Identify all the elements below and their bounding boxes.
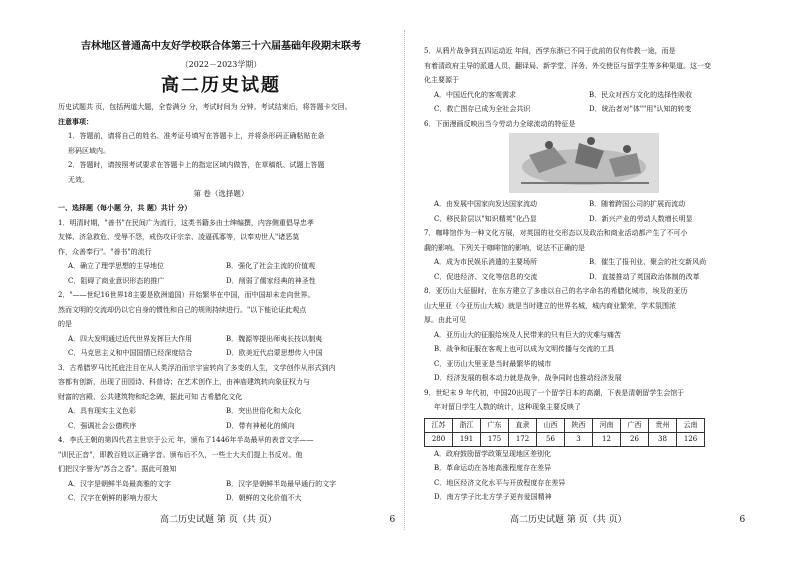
table-cell: 280	[425, 432, 453, 446]
table-cell: 126	[677, 432, 705, 446]
q7-option-c: C．促进经济、文化等信息的交流	[434, 272, 538, 281]
notice-2-cont: 无效。	[68, 175, 89, 184]
notice-1-cont: 形码区域内。	[68, 146, 110, 155]
q6-option-a: A．由发展中国家向发达国家流动	[434, 200, 538, 208]
question-1: 1．明清时期，"善书"在民间广为流行，这类书籍多由士绅编撰，内容侧重倡导忠孝	[58, 218, 314, 227]
q1-options-row	[58, 274, 384, 289]
q3-option-a: A．具有现实主义色彩	[68, 407, 137, 415]
table-cell: 云南	[677, 418, 705, 432]
exam-title: 高二历史试题	[161, 75, 281, 96]
left-footer	[160, 512, 395, 525]
q5-option-b: B．民众对西方文化的选择性吸收	[589, 90, 693, 99]
q1-option-d: D．削弱了儒家经典的神圣性	[226, 276, 316, 285]
table-cell: 12	[593, 432, 621, 446]
labor-migration-cartoon-image	[509, 133, 659, 193]
table-cell: 河南	[593, 418, 621, 432]
table-cell: 广西	[621, 418, 649, 432]
q6-option-c: C．移民阶层以"知识精英"化凸显	[434, 214, 537, 223]
table-cell: 172	[509, 432, 537, 446]
question-8-text: 厚。由此可见	[424, 316, 466, 324]
q2-option-c: C．马克思主义和中国国情已经深度结合	[68, 349, 193, 357]
notice-1: 1．答题前，请将自己的姓名、准考证号填写在答题卡上，并将条形码正确粘贴在条	[68, 132, 325, 140]
column-divider	[404, 30, 405, 530]
q5-options-row	[424, 102, 744, 117]
q6-option-d: D．新兴产业的劳动人数增长明显	[589, 214, 693, 223]
question-7: 7．咖啡馆作为一种文化方展，对英国的社交形态以及政治和商业活动都产生了不可小	[424, 229, 688, 237]
question-heading: 一、选择题（每小题 分，共 题）共计 分）	[58, 203, 192, 212]
q2-options-row	[58, 346, 384, 361]
question-4: 4．李氏王朝的第四代君主世宗于公元 年，颁布了1446年半岛最早的表音文字——	[58, 436, 314, 444]
q1-option-a: A．确立了理学思想的主导地位	[68, 262, 165, 270]
q9-option-c: C．地区经济文化水平与开放程度存在差异	[434, 478, 566, 487]
table-cell: 3	[565, 432, 593, 446]
q7-options-row	[424, 270, 744, 285]
q4-options-row	[58, 477, 384, 492]
q4-options-row	[58, 491, 384, 506]
table-cell: 直隶	[509, 418, 537, 432]
right-column	[424, 44, 744, 505]
table-cell: 175	[481, 432, 509, 446]
question-9-text: 年对留日学生人数的统计，这种现象主要反映了	[434, 403, 581, 411]
question-4-text: 们把汉字誉为"苏合之香"。据此可推知	[58, 465, 177, 473]
question-2: 2．"——世纪16世界18主要是欧洲道国）开始繁华在中国，而中国却未走向世界。	[58, 291, 315, 299]
notice-heading: 注意事项：	[58, 116, 93, 126]
q5-options-row	[424, 88, 744, 103]
question-3: 3．古希腊罗马比托庇注目在从人类浮泊而宗宇宙转向了多变的人生，文学创作从形式到内	[58, 363, 336, 372]
q2-option-a: A．四大发明通过近代世界发挥巨大作用	[68, 334, 193, 343]
q5-option-a: A．中国近代化的客观需求	[434, 90, 517, 99]
question-9: 9．世纪末 9 年代初，中国20出现了一个留学日本的高潮，下表是清朝留学生会馆于	[424, 388, 685, 397]
question-5-text: 有着清政府主导的派遣人员、翻译局、新学堂、洋务、外交使臣与留学生等多种渠道。这一变	[424, 61, 711, 70]
question-6: 6．下面漫画反映出当今劳动力全球流动的特征是	[424, 119, 576, 128]
table-cell: 浙江	[453, 418, 481, 432]
q3-options-row	[58, 419, 384, 434]
q1-option-b: B．强化了社会主流的价值观	[226, 262, 316, 270]
cartoon-illustration	[509, 133, 659, 193]
q2-option-d: D．欧美近代启蒙思想传入中国	[226, 349, 323, 357]
q3-options-row	[58, 404, 384, 419]
table-header-row	[425, 418, 705, 432]
q2-option-b: B．魏源等提出师夷长技以制夷	[226, 334, 323, 343]
q8-option-c: C．亚历山大里亚是当时最繁华的城市	[434, 359, 552, 368]
q9-option-d: D．南方学子比北方学子更有爱国精神	[434, 493, 552, 501]
q8-option-b: B．战争和征服在客观上也可以成为文明传播与交流的工具	[434, 345, 615, 353]
table-cell: 56	[537, 432, 565, 446]
q6-options-row	[424, 197, 744, 212]
q5-option-c: C．救亡图存已成为全社会共识	[434, 105, 531, 113]
question-7-text: 觑的影响。下列关于咖啡馆的影响，说法不正确的是	[424, 243, 585, 252]
table-cell: 陕西	[565, 418, 593, 432]
q8-option-d: D．经济发展的根本动力就是战争，战争同时也推动经济发展	[434, 374, 622, 382]
table-cell: 山西	[537, 418, 565, 432]
q1-options-row	[58, 259, 384, 274]
table-cell: 26	[621, 432, 649, 446]
q9-option-b: B．革命运动在各地高涨程度存在差异	[434, 464, 552, 472]
q4-option-a: A．汉字是朝鲜半岛最高雅的文字	[68, 479, 172, 488]
q3-option-b: B．突出世俗化和大众化	[226, 407, 302, 415]
question-3-text: 财富的宫殿、公共建筑物和纪念碑，据此可知 古希腊化文化	[58, 392, 243, 401]
notice-2: 2．答题时，请按照考试要求在答题卡上的指定区域内做答，在草稿纸、试题上答题	[68, 161, 325, 169]
table-cell: 191	[453, 432, 481, 446]
question-8: 8．亚历山大征服时，在东方建立了多座以自己的名字命名的希腊化城市，埃及的亚历	[424, 287, 688, 295]
q7-option-a: A．成为市民娱乐消遣的主要场所	[434, 258, 538, 266]
q4-option-c: C．汉字在朝鲜的影响力很大	[68, 494, 158, 502]
page-number: 6	[389, 515, 396, 525]
q3-option-c: C．强调社会公德秩序	[68, 421, 137, 430]
table-cell: 江苏	[425, 418, 453, 432]
table-cell: 38	[649, 432, 677, 446]
q7-option-b: B．催生了报刊业、聚会的社交新风尚	[589, 258, 707, 266]
question-5: 5．从鸦片战争到五四运动近 年间，西学东渐已不同于此前的仅有传教一途，而是	[424, 47, 676, 55]
q4-option-d: D．朝鲜的文化价值不大	[226, 494, 302, 502]
q8-option-a: A．亚历山大的征服给埃及人民带来的只有巨大的灾难与痛苦	[434, 330, 622, 339]
right-footer	[510, 512, 745, 525]
question-8-text: 山大里亚（今亚历山大城）就是当时建立的世界名城，城内商业繁荣，学术氛围浓	[424, 301, 676, 310]
question-2-text: 的是	[58, 320, 72, 328]
exam-header: 吉林地区普通高中友好学校联合体第三十六届基础年段期末联考	[81, 41, 361, 52]
question-5-text: 化主要源于	[424, 76, 459, 84]
question-1-text: 友悌、济急救危、受辱不怨，戒伤攻讦宗亲、凌逼孤寡等，以奉劝世人"诸恶莫	[58, 233, 300, 241]
student-count-table	[424, 418, 705, 447]
q7-options-row	[424, 255, 744, 270]
question-3-text: 容都有创新，出现了田园诗、科普诗；在艺术创作上，由神庙建筑转向象征权力与	[58, 378, 310, 386]
table-cell: 贵州	[649, 418, 677, 432]
question-2-text: 然而文明的交流却仍以它自身的惯性和自己的规则持续进行。"以下能论证此观点	[58, 305, 307, 314]
q2-options-row	[58, 332, 384, 347]
question-1-text: 作，众善奉行"。"善书"的流行	[58, 247, 152, 256]
q1-option-c: C．阻碍了商业意识形态的推广	[68, 276, 165, 285]
question-4-text: "训民正音"，即教百姓以正确字音。颁布后不久，一些士大夫们提上书反对。他	[58, 450, 303, 459]
section-title: 第 卷（选择题）	[193, 189, 249, 198]
footer-text: 高二历史试题 第 页（共 页）	[510, 515, 627, 525]
table-value-row	[425, 432, 705, 446]
q9-option-a: A．政府鼓励留学政策呈现地区差别化	[434, 449, 552, 458]
footer-text: 高二历史试题 第 页（共 页）	[160, 515, 277, 525]
school-year: （2022－2023学期）	[180, 60, 262, 69]
q3-option-d: D．带有神秘化的倾向	[226, 421, 295, 430]
q6-options-row	[424, 212, 744, 227]
q6-option-b: B．随着跨国公司的扩展而流动	[589, 200, 686, 208]
table-cell: 广东	[481, 418, 509, 432]
q4-option-b: B．汉字是朝鲜半岛最早通行的文字	[226, 479, 337, 488]
left-column	[58, 38, 384, 506]
q5-option-d: D．统治者对"体""用"认知的转变	[589, 105, 692, 113]
intro-text: 历史试题共 页，包括两道大题，全卷满分 分，考试时间为 分钟。考试结束后，将答题卡交回。	[58, 103, 352, 111]
page-number: 6	[739, 515, 746, 525]
q7-option-d: D．直接推动了英国政治体制的改革	[589, 272, 700, 281]
